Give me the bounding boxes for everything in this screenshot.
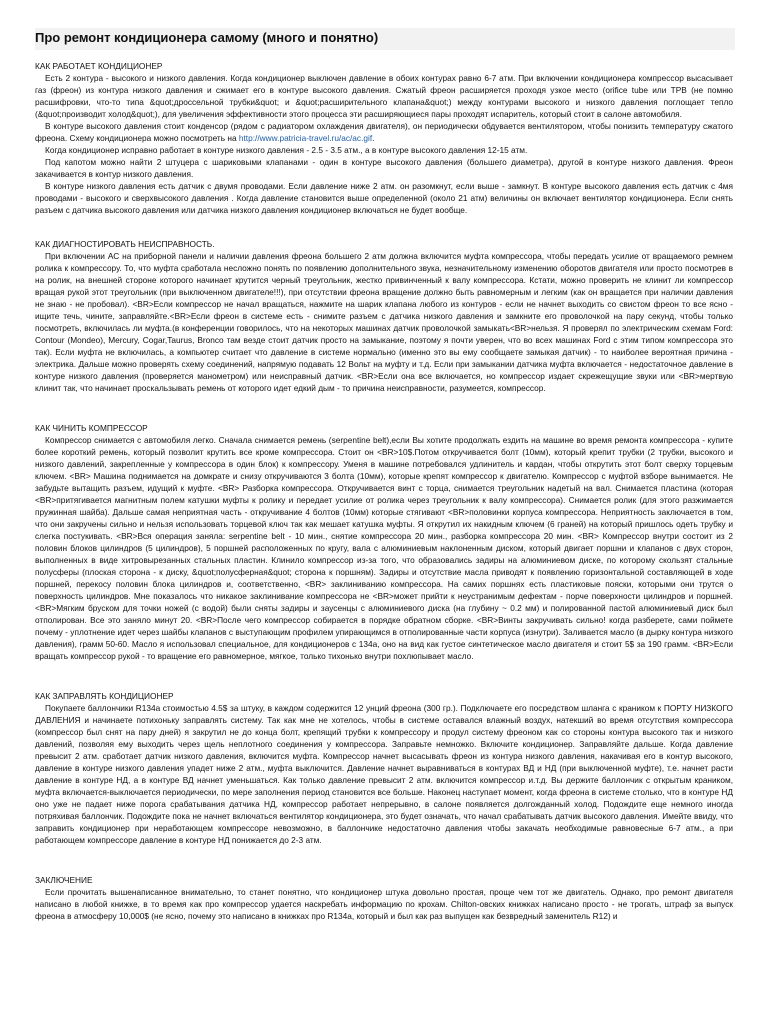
paragraph: В контуре низкого давления есть датчик с двумя проводами. Если давление ниже 2 атм. он разомкнут, если выше - замкнут. В контуре высокого давления есть датчик с 4мя проводами - высокого и сверхвысокого давления . Когда давление становится выше определенной (около 21 атм) величины он включает вентилятор кондиционера. Если снять разъем с датчика высокого давления или датчика низкого давления кондиционер включаться не будет вообще. [35,181,733,215]
paragraph [35,120,733,144]
paragraph-text: В контуре высокого давления стоит конденсор (рядом с радиатором охлаждения двигателя), он периодически обдувается вентилятором, чтобы понизить температуру сжатого фреона. Схему кондиционера можно посмотреть на [35,121,733,143]
document-title: Про ремонт кондиционера самому (много и понятно) [35,28,735,50]
paragraph: Под капотом можно найти 2 штуцера с шариковыми клапанами - один в контуре высокого давления (большего диаметра), другой в контуре низкого давления. Фреон закачивается в контур низкого давления. [35,157,733,179]
spacer [35,662,733,690]
section-heading: КАК ЧИНИТЬ КОМПРЕССОР [35,423,148,433]
section-heading: ЗАКЛЮЧЕНИЕ [35,875,93,885]
section-compressor-repair [35,422,733,662]
section-conclusion [35,874,733,922]
section-heading: КАК ДИАГНОСТИРОВАТЬ НЕИСПРАВНОСТЬ. [35,239,215,249]
paragraph: При включении АС на приборной панели и наличии давления фреона большего 2 атм должна включится муфта компрессора, чтобы передать усилие от вращаемого ремнем ролика к компрессору. То, что муфта сработала несложно понять по появлению дополнительного звука, незначительному изменению оборотов двигателя или просто посмотрев в на ролик, на внешней стороне которого начинает крутится черный треугольник, жестко привинченный к валу компрессора. Кстати, можно проверить не клинит ли компрессор вращая рукой этот треугольник (при выключенном двигателе!!!), при отсутствии фреона вращение должно быть равномерным и легким (как он вращается при наличии давления не знаю - не пробовал). <BR>Если компрессор не начал вращаться, нажмите на шарик клапана любого из контуров - если не начнет выходить со свистом фреон то все ясно - ищите течь, чините, заправляйте.<BR>Если фреон в системе есть - снимите разъем с датчика низкого давления и замкните его проволочкой на пару секунд, чтобы только посмотреть, включилась ли муфта.(в конференции говорилось, что на некоторых машинах датчик проволочкой замыкать<BR>нельзя. Я проверял по электрическим схемам Ford: Contour (Mondeo), Mercury, Cogar,Taurus, Bronco там везде стоит датчик просто на замыкание, поэтому я почти уверен, что во всех машинах Ford с этим типом компрессора это так). Если муфта не включилась, а компьютер считает что давление в системе нормально (именно это вы ему сообщаете замыкая датчик) - то наиболее вероятная причина - электрика. Дальше можно проверять схему соединений, напрямую подавать 12 Вольт на муфту и т.д. Если при замыкании датчика муфта включается - недостаточное давление в контуре низкого давления (проверяется манометром) или неисправный датчик. <BR>Если она все включается, но компрессор издает скрежещущие звуки или <BR>мертвую клинит так, что начинает проскальзывать ремень от которого идет едкий дым - то причина неисправности, разумеется, компрессор. [35,251,733,393]
section-refilling [35,690,733,846]
section-how-it-works [35,60,733,216]
spacer [35,394,733,422]
paragraph-tail: . [372,133,375,143]
section-heading: КАК РАБОТАЕТ КОНДИЦИОНЕР [35,61,163,71]
section-diagnostics [35,238,733,394]
document-body [35,60,733,922]
spacer [35,216,733,238]
spacer [35,846,733,874]
section-heading: КАК ЗАПРАВЛЯТЬ КОНДИЦИОНЕР [35,691,174,701]
paragraph: Если прочитать вышенаписанное внимательно, то станет понятно, что кондиционер штука довольно простая, проще чем тот же двигатель. Однако, про ремонт двигателя написано в любой книжке, в то время как про компрессор удается наскребать информацию по крохам. Chilton-овских книжках написано просто - не трогать, штраф за выпуск фреона в атмосферу 10,000$ (не ясно, почему это написано в книжках про R134a, который и был как раз выпущен как безвредный заменитель R12) и [35,887,733,921]
paragraph: Компрессор снимается с автомобиля легко. Сначала снимается ремень (serpentine belt),если Вы хотите продолжать ездить на машине во время ремонта компрессора - купите более короткий ремень, который позволит крутить все кроме компрессора. Стоит он <BR>10$.Потом откручивается болт (10мм), который крепит трубки (2 трубки, высокого и низкого давлений, закрепленные у компрессора в один блок) к компрессору. Уменя в машине потребовался удлинитель и кардан, чтобы открутить этот болт сверху торцевым ключем. <BR> Машина поднимается на домкрате и снизу откручиваются 3 болта (10мм), которые крепят компрессор к двигателю. Компрессор с муфтой взборе вынимается. Не забудьте вытащить разъем, идущий к муфте. <BR> Разборка компрессора. Откручивается винт с торца, снимается треугольник надетый на вал. Снимается пластина (которая <BR>притягивается магнитным полем катушки муфты к ролику и передает усилие от ролика через треугольник к валу компрессора). Снимается ролик (для этого разжимается пружинная шайба). Дальше самая неприятная часть - откручивание 4 болтов (10мм) которые стягивают <BR>половинки корпуса компрессора. Неприятность заключается в том, что они закручены сильно и нельзя использовать торцевой ключ так как мешает катушка муфты. Я открутил их накидным ключем (6 граней) на который пришлось одеть трубку и слегка постукивать. <BR>Вся операция заняла: serpentine belt - 10 мин., снятие компрессора 20 мин., разборка компрессора 20 мин. <BR> Компрессор внутри состоит из 2 половин блоков цилиндров (5 цилиндров), 5 поршней расположенных по кругу, вала с алюминиевым наклоненным диском, который двигает поршни и клапанов с двух сторон, выполненных в виде хитровырезанных стальных пластин. Клинило компрессор из-за того, что образовались задиры на алюминиевом диске, по которому скользят стальные полусферы (плоская сторона - к диску, &quot;полусферная&quot; сторона к поршням). Задиры и отсутствие масла приводят к появлению горизонтальной составляющей в ходе поршней, перекосу половин блока цилиндров и, соответственно, <BR> заклиниванию компрессора. На самих поршнях есть пластиковые пояски, которыми они трутся о поверхность цилиндров. Мне показалось что никакое заклинивание компрессора не <BR>может прийти к неустранимым дефектам - порче поверхности цилиндров и поршней. <BR>Мягким бруском для точки ножей (с водой) были сняты задиры и заусенцы с алюминиевого диска (на глубину ~ 0.2 мм) и полированной пастой алюминиевый диск был отполирован. Все это заняло минут 20. <BR>После чего компрессор собирается в порядке обратном сборке. <BR>Винты закручивать сильно! когда разберете, сами поймете почему - уплотнение идет через шайбы клапанов с выступающим профилем упирающимся в отполированные части корпуса (изнутри). Заливается масло (в дырку контура низкого давления), грамм 50-60. Масло я использовал специальное, для кондиционеров с 134а, оно на вид как густое синтетическое масло двигателя и стоит 5$ за 190 грамм. <BR>Если вращать компрессор рукой - то вращение его равномерное, мягкое, только тихонько внутри похлюпывает масло. [35,435,733,661]
paragraph: Когда кондиционер исправно работает в контуре низкого давления - 2.5 - 3.5 атм., а в контуре высокого давления 12-15 атм. [45,145,528,155]
paragraph: Есть 2 контура - высокого и низкого давления. Когда кондиционер выключен давление в обоих контурах равно 6-7 атм. При включении кондиционера компрессор высасывает газ (фреон) из контура низкого давления и сжимает его в контуре высокого давления. Сжатый фреон расширяется проходя узкое место (orifice tube или TPB (не помню расшифровки, что-то типа &quot;дроссельной трубки&quot; и &quot;расширительного клапана&quot;) между контурами высокого и низкого давления поглощает тепло (&quot;производит холод&quot;), для увеличения эффективности этого процесса эти расширяющиеся пары проходят испаритель, который стоит в салоне автомобиля. [35,73,733,119]
scheme-link[interactable]: http://www.patricia-travel.ru/ac/ac.gif [238,133,373,143]
paragraph: Покупаете баллончики R134a стоимостью 4.5$ за штуку, в каждом содержится 12 унций фреона (300 гр.). Подключаете его посредством шланга с краником к ПОРТУ НИЗКОГО ДАВЛЕНИЯ и начинаете потихоньку заправлять систему. Так как мне не хотелось, чтобы в системе оставался влажный воздух, натекший во время отсутствия компрессора (компрессор был снят на пару дней) я закрутил не до конца болт, крепящий трубки к компрессору и продул систему фреоном как со стороны контура высокого так и низкого давлений, позволяя ему выходить через щель неплотного соединения у компрессора. Заправьте немножко. Включите кондиционер. Заправляйте дальше. Когда давление превысит 2 атм. сработает датчик низкого давления, включится муфта. Компрессор начнет высасывать фреон из контура низкого давления, накачивая его в контур высокого, давление в контуре низкого давления упадет ниже 2 атм., муфта выключится. Давление начнет выравниваться в контурах ВД и НД (при выключенной муфте), т.е. начнет расти давление в контуре НД, а в контуре ВД начнет уменьшаться. Как только давление превысит 2 атм. включится компрессор и.т.д. Вы держите баллончик с открытым краником, муфта включается-выключается периодически, по мере заполнения период становится все больше. Наконец наступает момент, когда фреона в системе столько, что в контуре НД оно уже не падает ниже порога срабатывания датчика НД, компрессор работает непрерывно, в салоне появляется долгожданный холод. Подождите еще немного иногда потряхивая баллончик. Подождите пока не начнет включаться вентилятор кондиционера, это будет означать, что начал срабатывать датчик высокого давления. Имейте ввиду, что заправить кондиционер при неработающем компрессоре невозможно, в баллончике недостаточно давления чтобы закачать необходимые равновесные 6-7 атм., а при работающем компрессоре давление в контуре НД понижается до 2-3 атм. [35,703,733,845]
